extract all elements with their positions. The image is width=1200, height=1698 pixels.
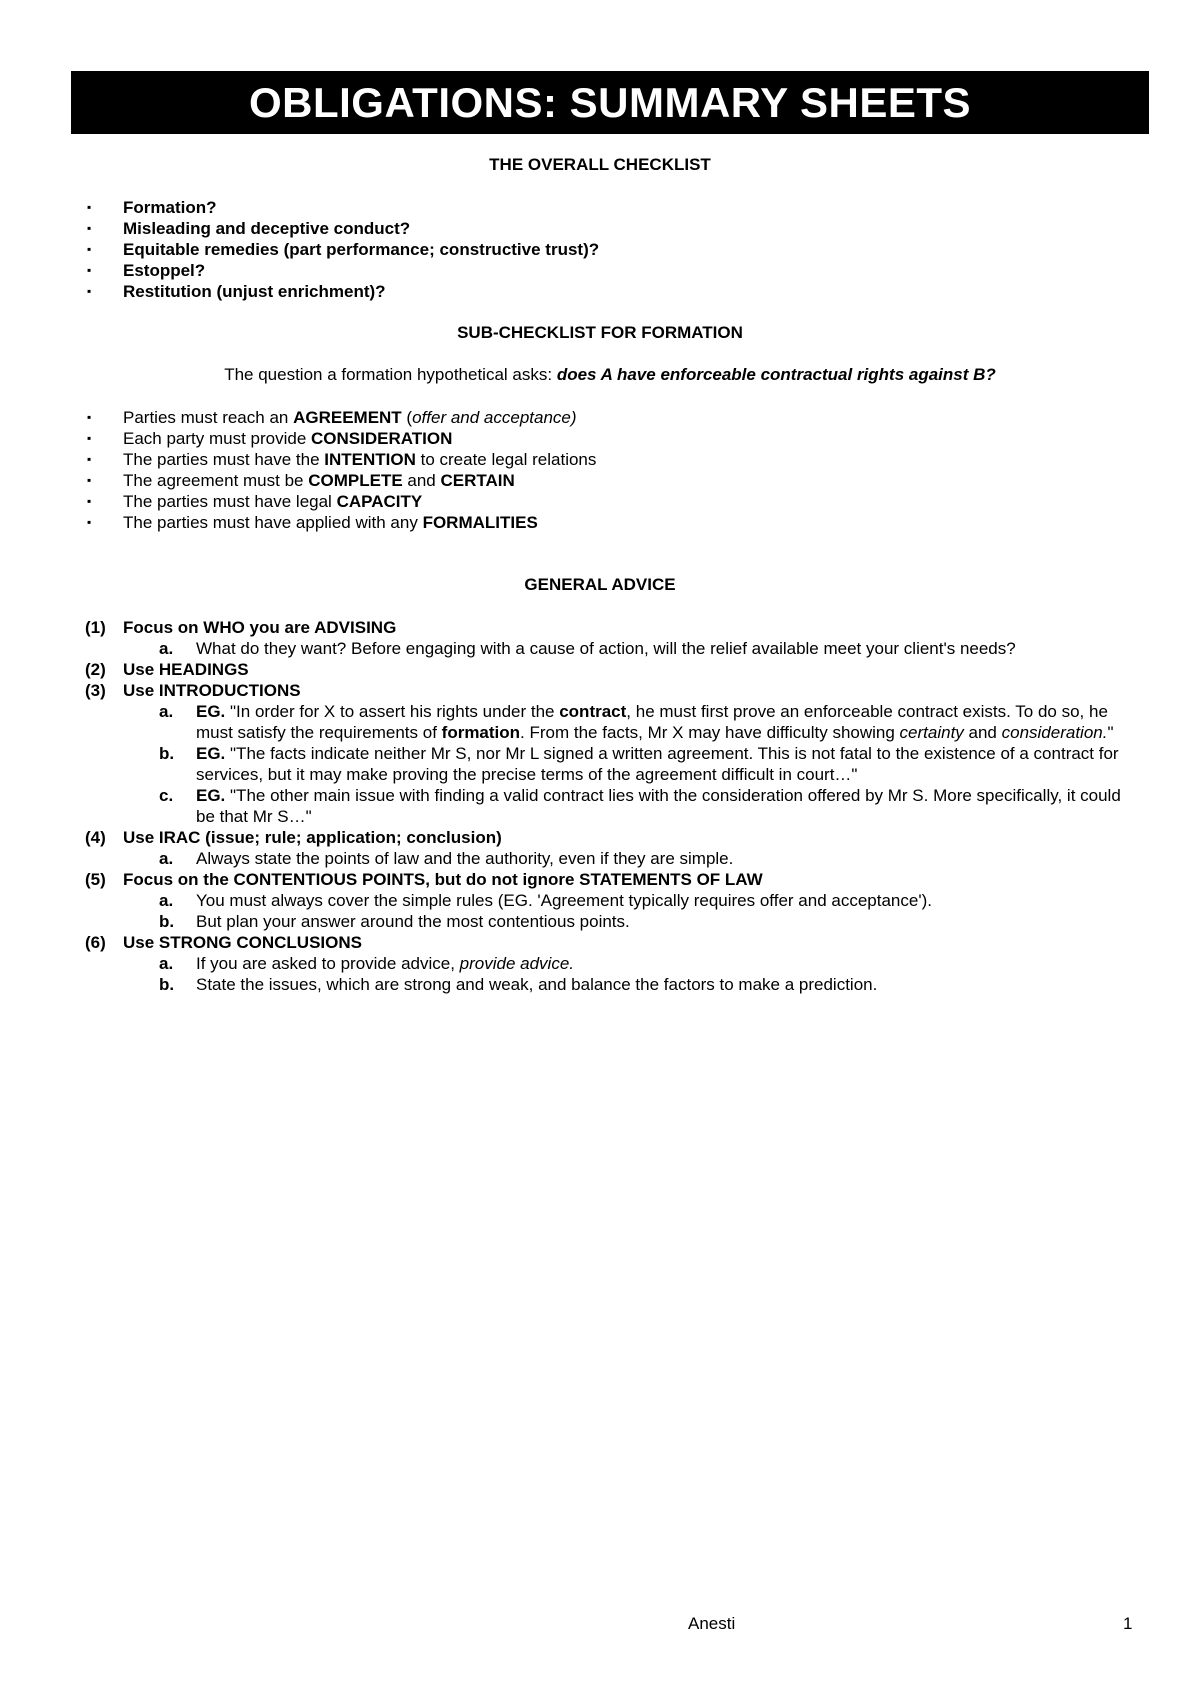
- sub-item: b. State the issues, which are strong and weak, and balance the factors to make a prediction.: [159, 975, 878, 994]
- title-banner: [71, 71, 1149, 134]
- bullet-icon: ▪: [87, 200, 92, 214]
- general-advice-heading: GENERAL ADVICE: [524, 575, 676, 594]
- page-number: 1: [1123, 1614, 1133, 1633]
- bullet-icon: ▪: [87, 431, 92, 445]
- formation-checklist: [85, 407, 596, 533]
- sub-item: a. Always state the points of law and the authority, even if they are simple.: [159, 849, 734, 868]
- sub-item: a. What do they want? Before engaging with a cause of action, will the relief available meet your client's needs?: [159, 639, 1016, 658]
- sub-item: b. But plan your answer around the most contentious points.: [159, 912, 630, 931]
- advice-item: (4) Use IRAC (issue; rule; application; conclusion) a. Always state the points of law and the authority, even if they are simple.: [85, 827, 1135, 869]
- page-title: OBLIGATIONS: SUMMARY SHEETS: [248, 78, 972, 126]
- list-item: ▪ Misleading and deceptive conduct?: [87, 219, 411, 238]
- list-item: ▪ The parties must have applied with any FORMALITIES: [87, 513, 538, 532]
- advice-item: (2) Use HEADINGS: [85, 660, 249, 679]
- bullet-icon: ▪: [87, 221, 92, 235]
- formation-question: The question a formation hypothetical asks: does A have enforceable contractual rights against B?: [224, 365, 996, 384]
- list-item: ▪ Each party must provide CONSIDERATION: [87, 429, 453, 448]
- formation-heading: SUB-CHECKLIST FOR FORMATION: [457, 323, 743, 342]
- list-item: ▪ Parties must reach an AGREEMENT (offer and acceptance): [87, 408, 577, 427]
- list-item: ▪ Estoppel?: [87, 261, 206, 280]
- advice-item: (6) Use STRONG CONCLUSIONS a. If you are asked to provide advice, provide advice. b. State the issues, which are strong and weak, and balance the factors to make a prediction.: [85, 932, 1135, 995]
- bullet-icon: ▪: [87, 410, 92, 424]
- advice-item: (3) Use INTRODUCTIONS a. EG. "In order for X to assert his rights under the contract, he must first prove an enforceable contract exists. To do so, he must satisfy the requirements of formation. From the facts, Mr X may have difficulty showing certainty and consideration." b. EG. "The facts indicate neither Mr S, nor Mr L signed a written agreement. This is not fatal to the existence of a contract for services, but it may make proving the precise terms of the agreement difficult in court…" c. EG. "The other main issue with finding a valid contract lies with the consideration offered by Mr S. More specifically, it could be that Mr S…": [85, 680, 1135, 827]
- overall-checklist-heading: THE OVERALL CHECKLIST: [489, 155, 711, 174]
- list-item: ▪ The parties must have legal CAPACITY: [87, 492, 423, 511]
- sub-item: b. EG. "The facts indicate neither Mr S, nor Mr L signed a written agreement. This is not fatal to the existence of a contract for services, but it may make proving the precise terms of the agreement difficult in court…": [159, 744, 1119, 784]
- overall-checklist: [85, 197, 599, 302]
- footer-author: Anesti: [688, 1614, 736, 1633]
- list-item: ▪ Equitable remedies (part performance; constructive trust)?: [87, 240, 600, 259]
- bullet-icon: ▪: [87, 515, 92, 529]
- list-item: ▪ The agreement must be COMPLETE and CERTAIN: [87, 471, 515, 490]
- bullet-icon: ▪: [87, 263, 92, 277]
- advice-item: (1) Focus on WHO you are ADVISING a. What do they want? Before engaging with a cause of action, will the relief available meet your client's needs?: [85, 617, 1135, 659]
- general-advice-list: [85, 617, 1135, 995]
- bullet-icon: ▪: [87, 473, 92, 487]
- sub-item: a. EG. "In order for X to assert his rights under the contract, he must first prove an enforceable contract exists. To do so, he must satisfy the requirements of formation. From the facts, Mr X may have difficulty showing certainty and consideration.": [159, 702, 1114, 742]
- sub-item: a. If you are asked to provide advice, provide advice.: [159, 954, 574, 973]
- sub-item: c. EG. "The other main issue with finding a valid contract lies with the consideration offered by Mr S. More specifically, it could be that Mr S…": [159, 786, 1121, 826]
- sub-item: a. You must always cover the simple rules (EG. 'Agreement typically requires offer and acceptance').: [159, 891, 932, 910]
- bullet-icon: ▪: [87, 284, 92, 298]
- list-item: ▪ Formation?: [87, 198, 217, 217]
- bullet-icon: ▪: [87, 242, 92, 256]
- list-item: ▪ The parties must have the INTENTION to create legal relations: [87, 450, 597, 469]
- list-item: ▪ Restitution (unjust enrichment)?: [87, 282, 386, 301]
- bullet-icon: ▪: [87, 494, 92, 508]
- advice-item: (5) Focus on the CONTENTIOUS POINTS, but do not ignore STATEMENTS OF LAW a. You must always cover the simple rules (EG. 'Agreement typically requires offer and acceptance'). b. But plan your answer around the most contentious points.: [85, 869, 1135, 932]
- bullet-icon: ▪: [87, 452, 92, 466]
